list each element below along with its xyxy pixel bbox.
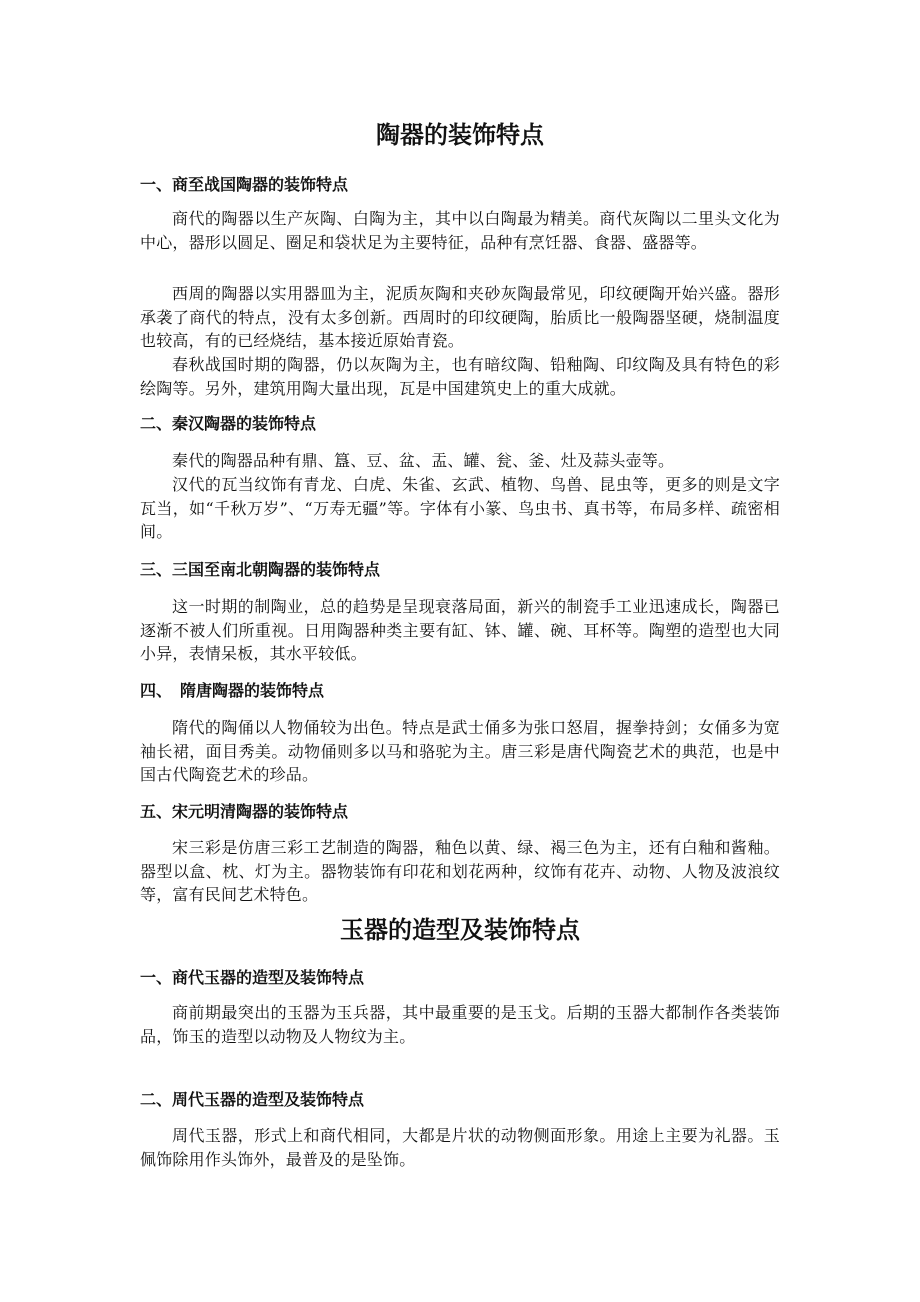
paragraph-shang-pottery: 商代的陶器以生产灰陶、白陶为主，其中以白陶最为精美。商代灰陶以二里头文化为中心，器形以圆足、圈足和袋状足为主要特征，品种有烹饪器、食器、盛器等。 <box>140 209 780 252</box>
paragraph-song-pottery: 宋三彩是仿唐三彩工艺制造的陶器，釉色以黄、绿、褐三色为主，还有白釉和酱釉。器型以盒、枕、灯为主。器物装饰有印花和划花两种，纹饰有花卉、动物、人物及波浪纹等，富有民间艺术特色。 <box>140 838 780 905</box>
paragraph-qin-pottery: 秦代的陶器品种有鼎、簋、豆、盆、盂、罐、瓮、釜、灶及蒜头壶等。 <box>172 451 675 470</box>
paragraph-shang-jade: 商前期最突出的玉器为玉兵器，其中最重要的是玉戈。后期的玉器大都制作各类装饰品，饰玉的造型以动物及人物纹为主。 <box>140 1003 780 1046</box>
section-heading-song-yuan-ming-qing: 五、宋元明清陶器的装饰特点 <box>140 802 349 821</box>
paragraph-western-zhou-pottery: 西周的陶器以实用器皿为主，泥质灰陶和夹砂灰陶最常见，印纹硬陶开始兴盛。器形承袭了商代的特点，没有太多创新。西周时的印纹硬陶，胎质比一般陶器坚硬，烧制温度也较高，有的已经烧结，基本接近原始青瓷。 <box>140 284 780 351</box>
paragraph-han-tile-ends: 汉代的瓦当纹饰有青龙、白虎、朱雀、玄武、植物、鸟兽、昆虫等，更多的则是文字瓦当，如“千秋万岁”、“万寿无疆”等。字体有小篆、鸟虫书、真书等，布局多样、疏密相间。 <box>140 475 780 542</box>
section-heading-shang-warring-states: 一、商至战国陶器的装饰特点 <box>140 175 349 194</box>
paragraph-spring-autumn-pottery: 春秋战国时期的陶器，仍以灰陶为主，也有暗纹陶、铅釉陶、印纹陶及具有特色的彩绘陶等。另外，建筑用陶大量出现，瓦是中国建筑史上的重大成就。 <box>140 355 780 398</box>
page-title-pottery: 陶器的装饰特点 <box>376 120 544 149</box>
section-heading-zhou-jade: 二、周代玉器的造型及装饰特点 <box>140 1090 365 1109</box>
paragraph-zhou-jade: 周代玉器，形式上和商代相同，大都是片状的动物侧面形象。用途上主要为礼器。玉佩饰除用作头饰外，最普及的是坠饰。 <box>140 1126 780 1169</box>
page-title-jade: 玉器的造型及装饰特点 <box>340 915 580 944</box>
section-heading-qin-han: 二、秦汉陶器的装饰特点 <box>140 414 317 433</box>
section-heading-sui-tang: 四、 隋唐陶器的装饰特点 <box>140 681 325 700</box>
section-heading-shang-jade: 一、商代玉器的造型及装饰特点 <box>140 968 365 987</box>
paragraph-sui-tang-pottery: 隋代的陶俑以人物俑较为出色。特点是武士俑多为张口怒眉，握拳持剑；女俑多为宽袖长裙，面目秀美。动物俑则多以马和骆驼为主。唐三彩是唐代陶瓷艺术的典范，也是中国古代陶瓷艺术的珍品。 <box>140 718 780 785</box>
paragraph-three-kingdoms-pottery: 这一时期的制陶业，总的趋势是呈现衰落局面，新兴的制瓷手工业迅速成长，陶器已逐渐不被人们所重视。日用陶器种类主要有缸、钵、罐、碗、耳杯等。陶塑的造型也大同小异，表情呆板，其水平较低。 <box>140 597 780 664</box>
section-heading-three-kingdoms: 三、三国至南北朝陶器的装饰特点 <box>140 560 381 579</box>
